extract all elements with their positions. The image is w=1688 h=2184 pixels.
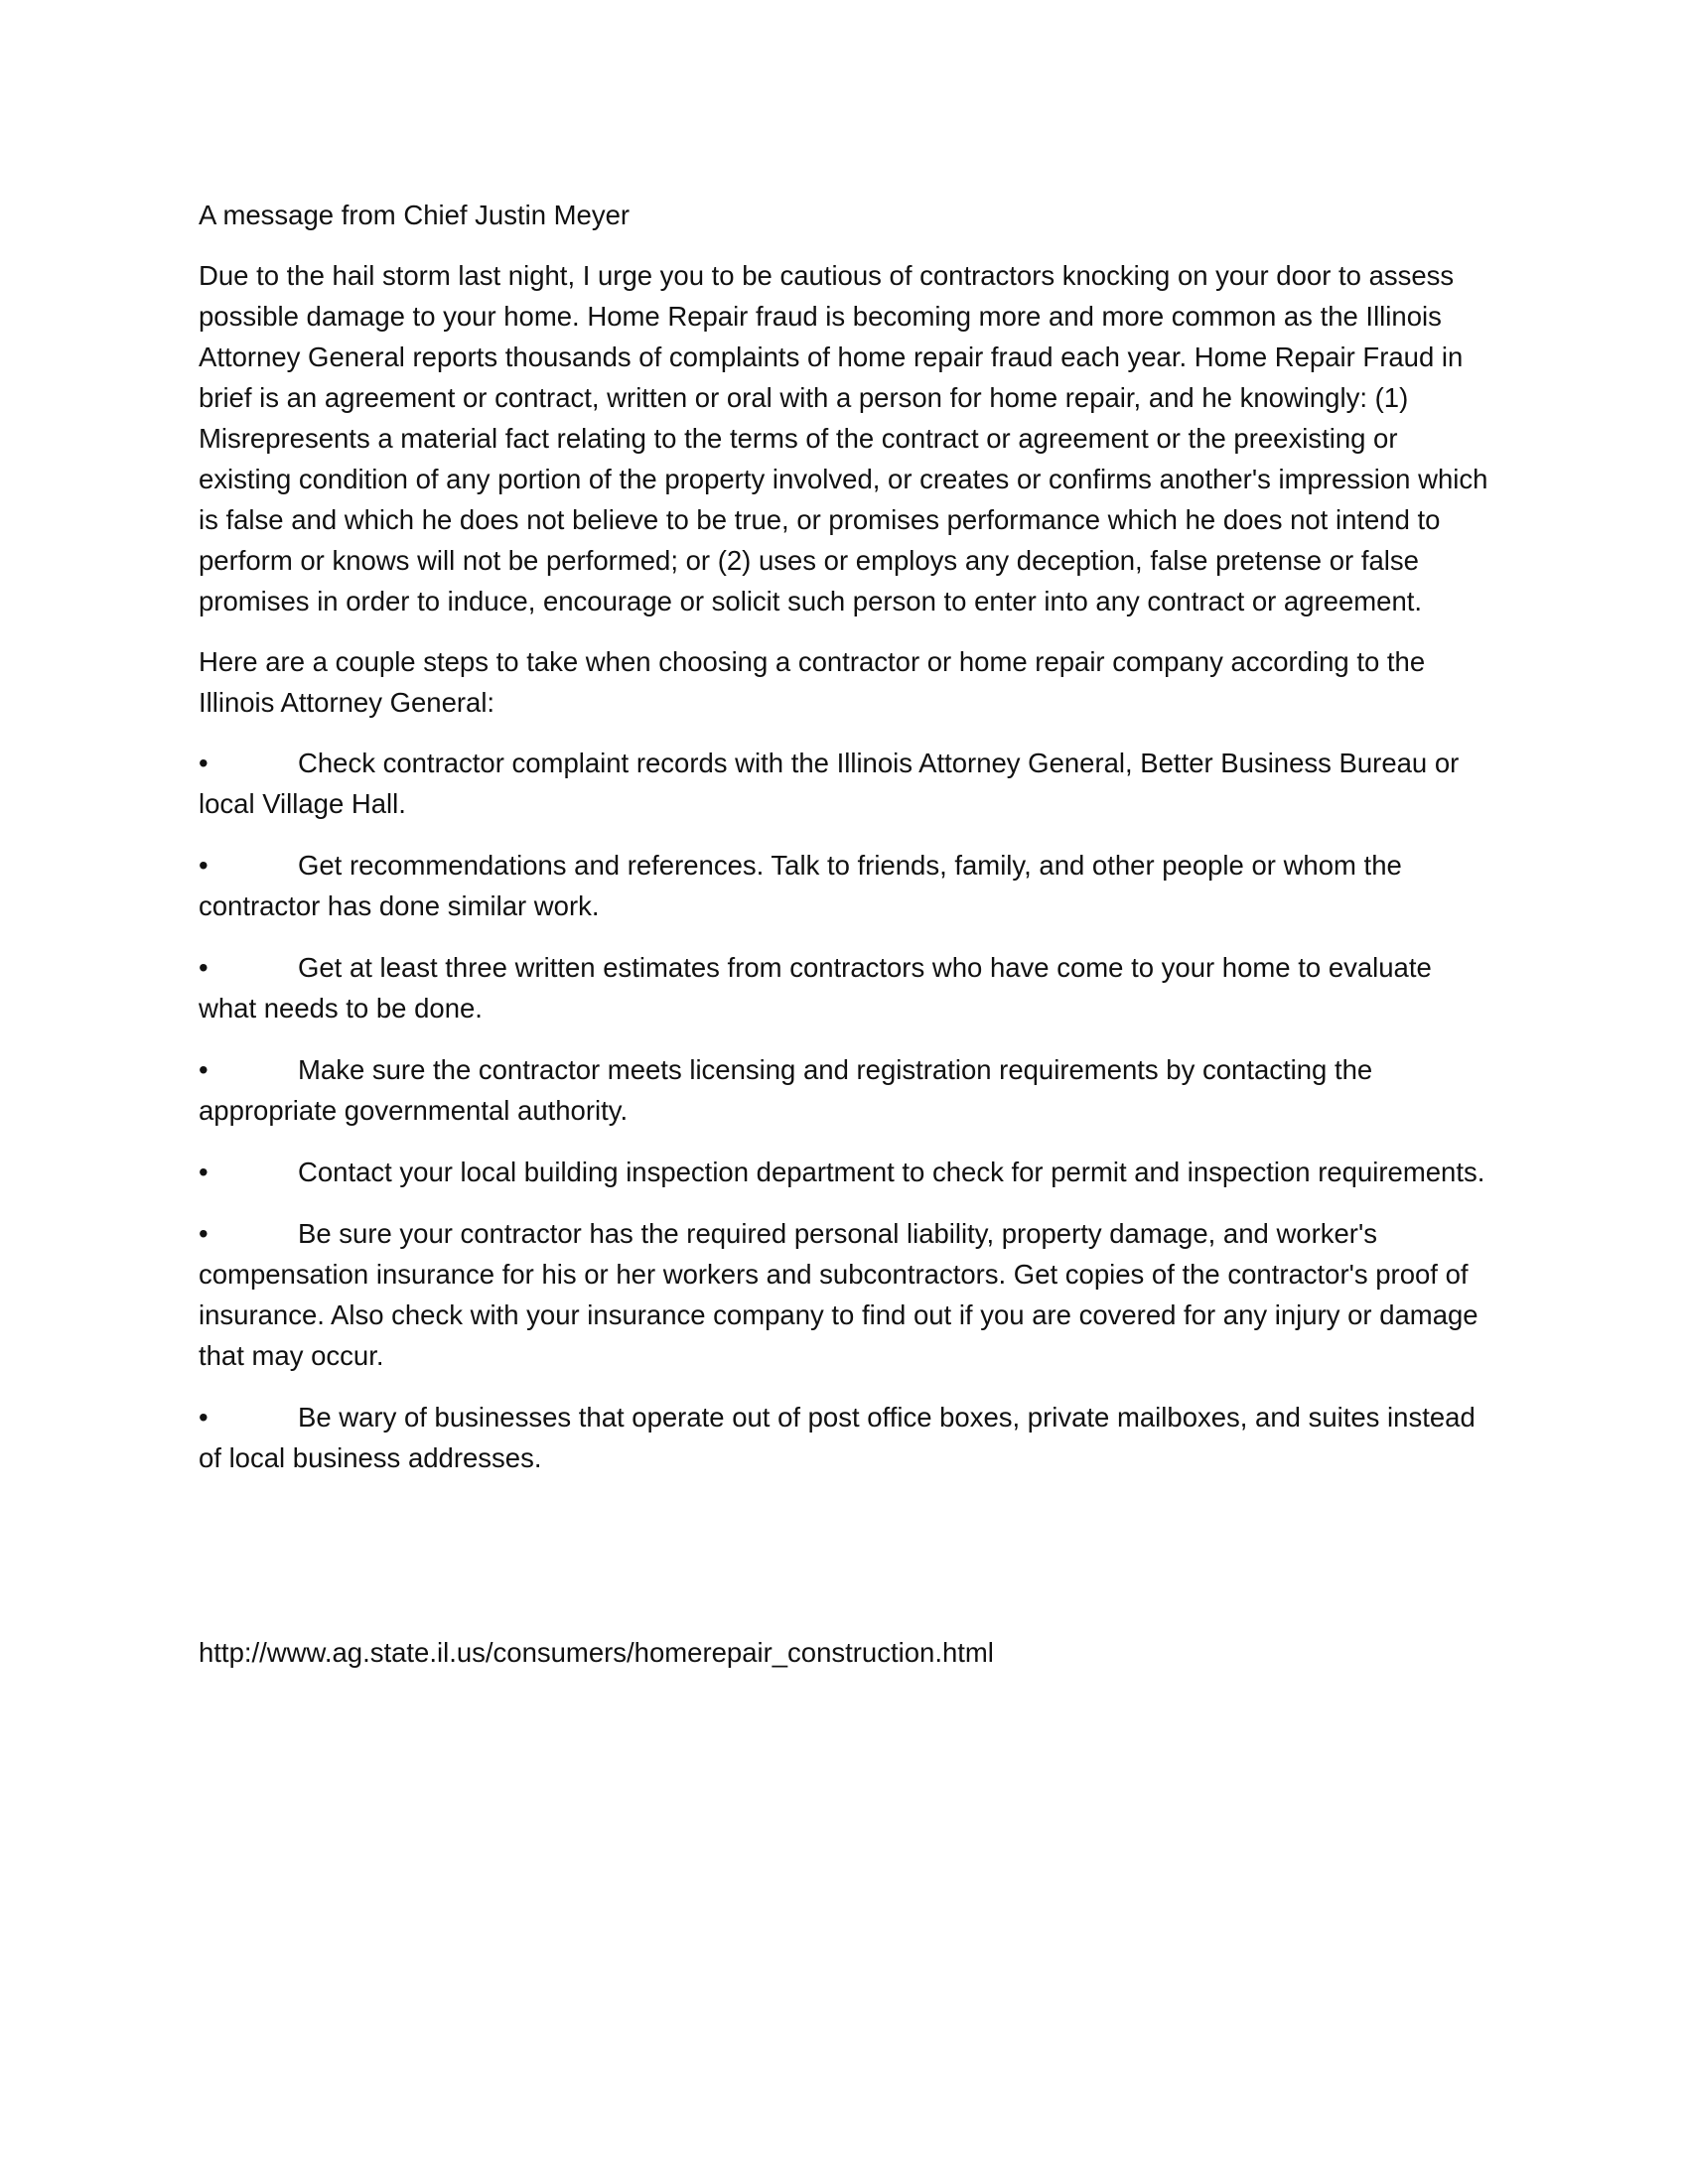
bullet-icon: • <box>199 1054 209 1085</box>
source-link[interactable]: http://www.ag.state.il.us/consumers/homerepair_construction.html <box>199 1637 994 1668</box>
intro-paragraph: Due to the hail storm last night, I urge you to be cautious of contractors knocking on your door to assess possible damage to your home. Home Repair fraud is becoming more and more common as the Illinois Attorney General reports thousands of complaints of home repair fraud each year. Home Repair Fraud in brief is an agreement or contract, written or oral with a person for home repair, and he knowingly: (1) Misrepresents a material fact relating to the terms of the contract or agreement or the preexisting or existing condition of any portion of the property involved, or creates or confirms another's impression which is false and which he does not believe to be true, or promises performance which he does not intend to perform or knows will not be performed; or (2) uses or employs any deception, false pretense or false promises in order to induce, encourage or solicit such person to enter into any contract or agreement. <box>199 260 1488 616</box>
bullet-icon: • <box>199 850 209 881</box>
bullet-icon: • <box>199 1218 209 1249</box>
list-item <box>199 743 1489 824</box>
document-page <box>199 195 1489 1499</box>
bullet-icon: • <box>199 1402 209 1433</box>
list-item-text: Make sure the contractor meets licensing and registration requirements by contacting the appropriate governmental authority. <box>199 1054 1373 1126</box>
list-item <box>199 1397 1489 1478</box>
list-item <box>199 1049 1489 1131</box>
list-item <box>199 947 1489 1028</box>
steps-intro-paragraph: Here are a couple steps to take when choosing a contractor or home repair company according to the Illinois Attorney General: <box>199 646 1426 718</box>
list-item-text: Check contractor complaint records with the Illinois Attorney General, Better Business Bureau or local Village Hall. <box>199 748 1460 819</box>
list-item <box>199 1152 1489 1192</box>
list-item-text: Be sure your contractor has the required personal liability, property damage, and worker's compensation insurance for his or her workers and subcontractors. Get copies of the contractor's proof of insurance. Also check with your insurance company to find out if you are covered for any injury or damage that may occur. <box>199 1218 1478 1371</box>
list-item-text: Get recommendations and references. Talk to friends, family, and other people or whom the contractor has done similar work. <box>199 850 1402 921</box>
document-heading: A message from Chief Justin Meyer <box>199 200 631 230</box>
bullet-icon: • <box>199 952 209 983</box>
steps-list <box>199 743 1489 1478</box>
list-item-text: Contact your local building inspection department to check for permit and inspection requirements. <box>298 1157 1485 1187</box>
bullet-icon: • <box>199 748 209 778</box>
bullet-icon: • <box>199 1157 209 1187</box>
list-item <box>199 1213 1489 1376</box>
list-item <box>199 845 1489 926</box>
list-item-text: Get at least three written estimates from contractors who have come to your home to evaluate what needs to be done. <box>199 952 1432 1024</box>
list-item-text: Be wary of businesses that operate out of post office boxes, private mailboxes, and suites instead of local business addresses. <box>199 1402 1476 1473</box>
